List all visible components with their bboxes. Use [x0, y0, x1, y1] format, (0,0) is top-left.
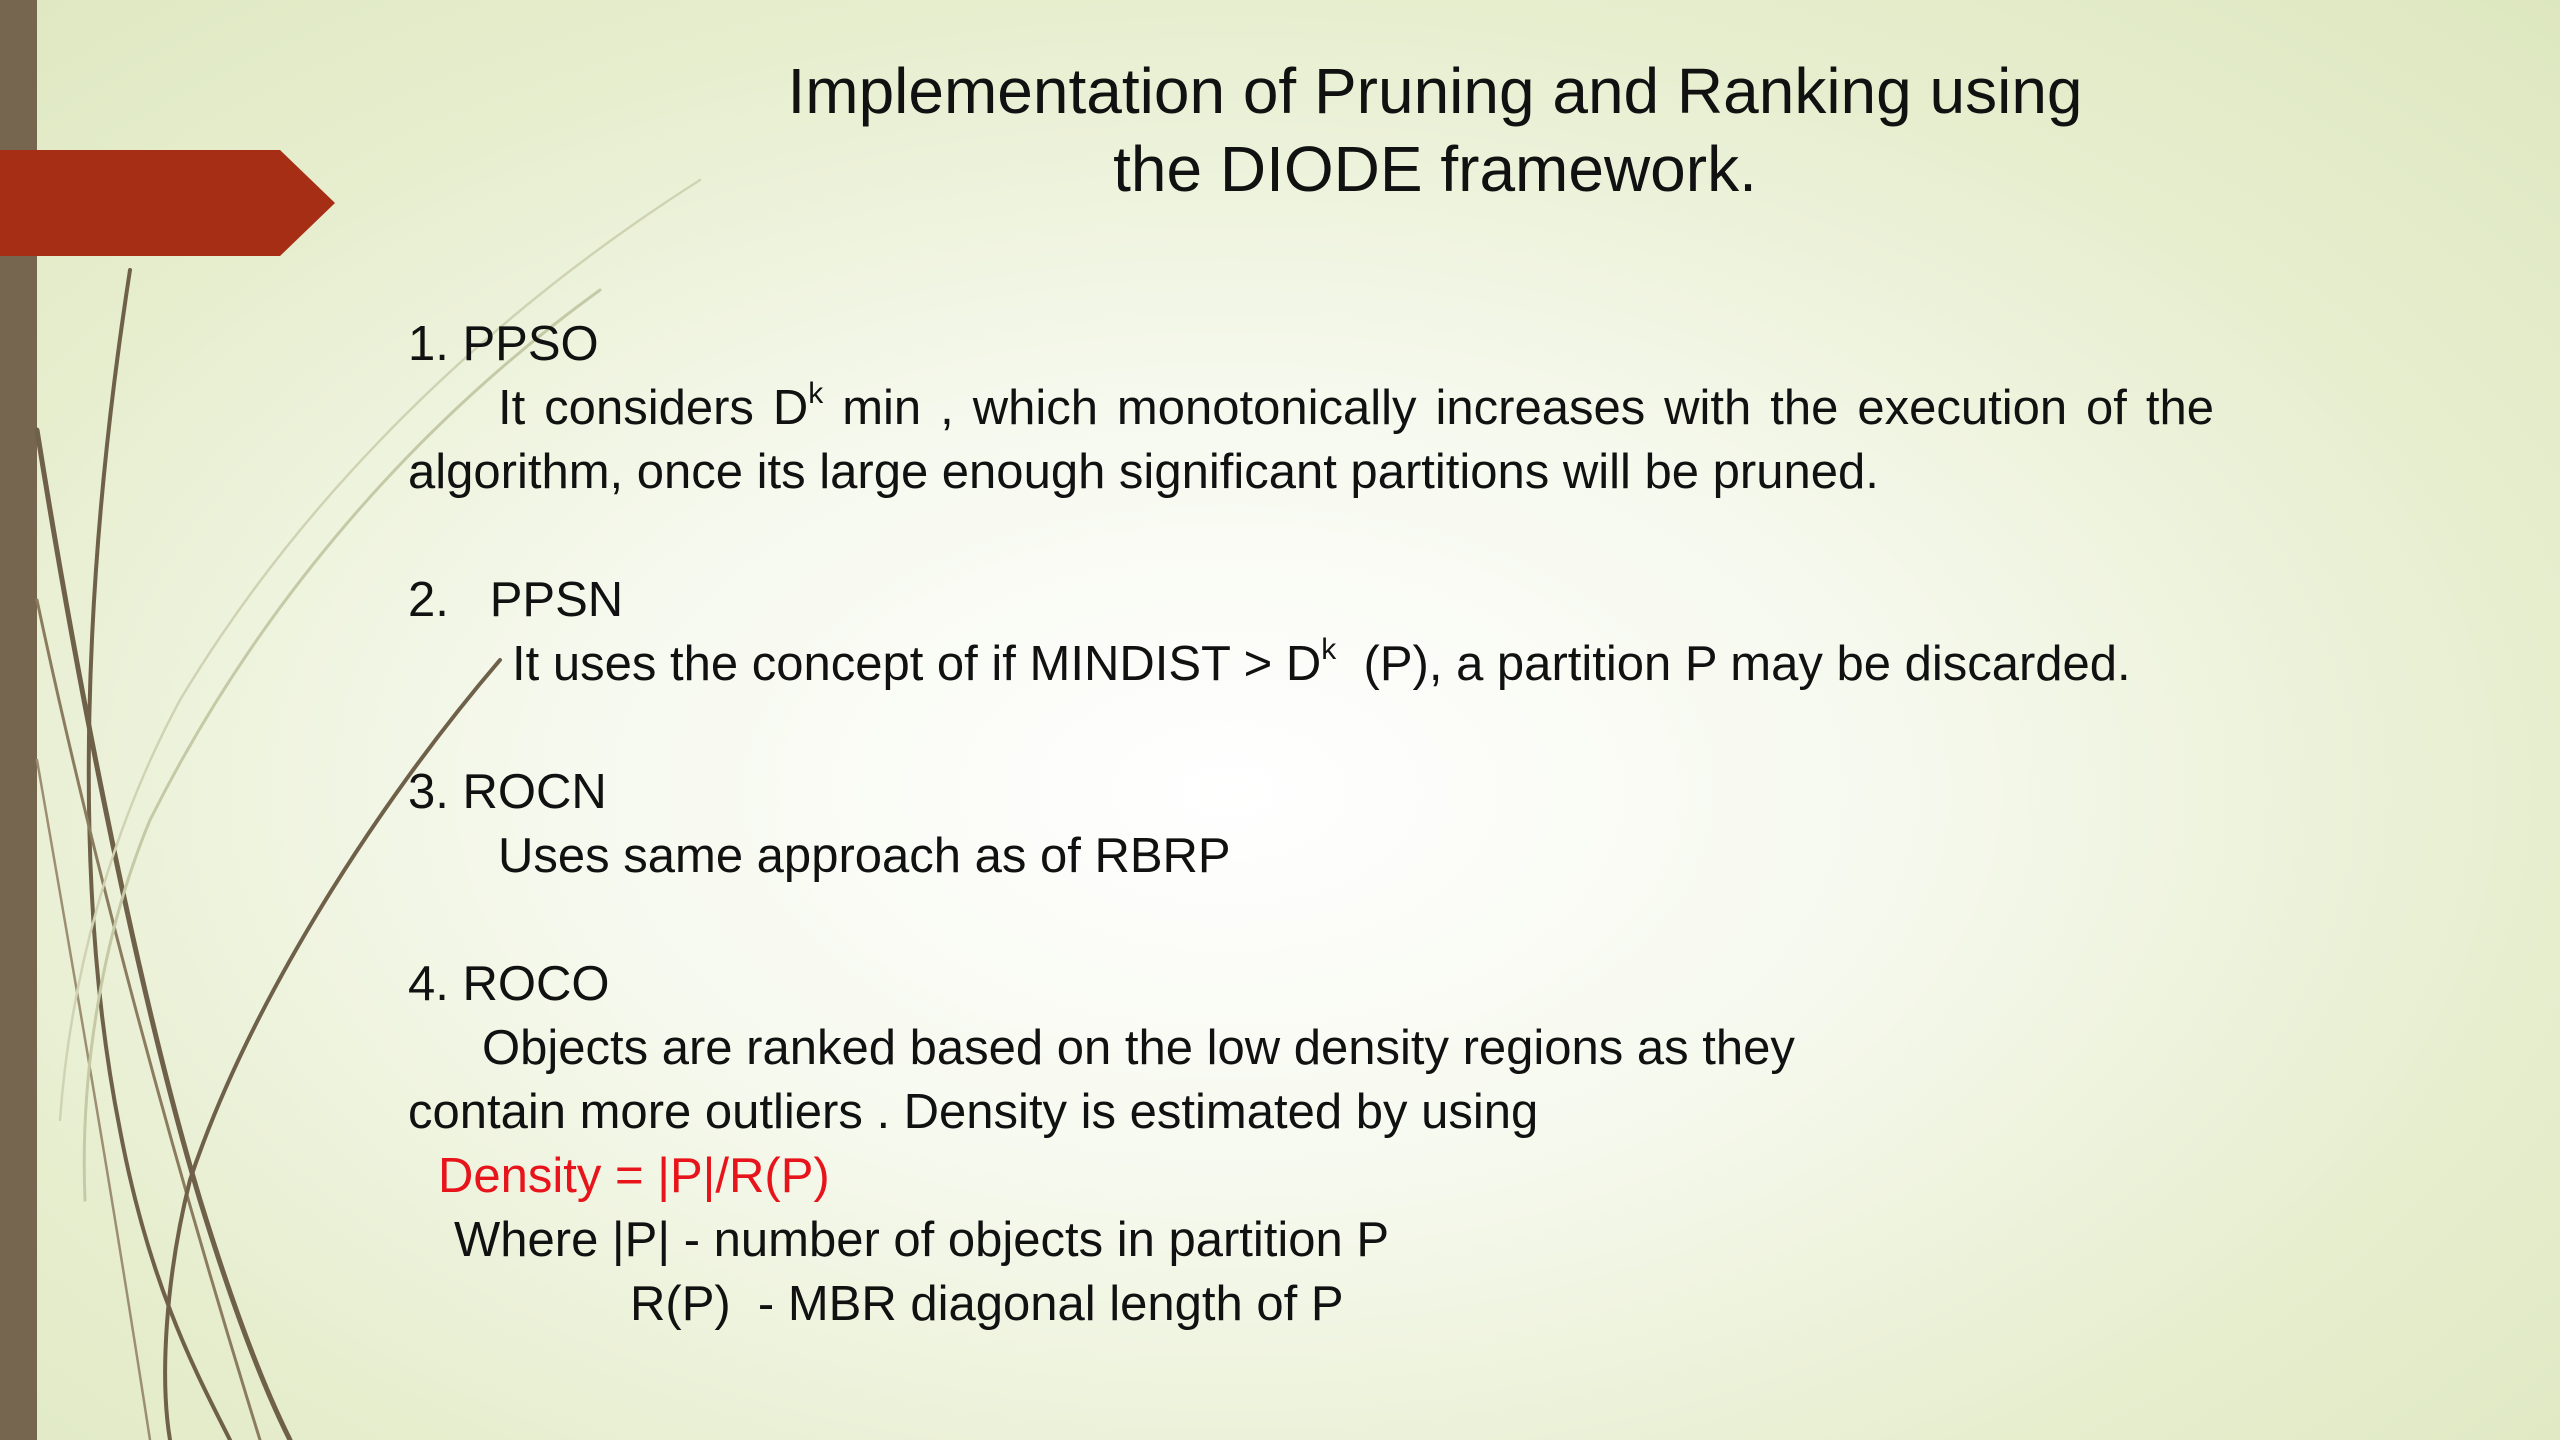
superscript-k: k [808, 376, 824, 410]
density-formula: Density = |P|/R(P) [438, 1149, 830, 1203]
section-2-heading: 2. PPSN [408, 573, 624, 627]
title-line-2: the DIODE framework. [1113, 133, 1757, 205]
title-line-1: Implementation of Pruning and Ranking using [787, 55, 2083, 127]
superscript-k: k [1321, 632, 1337, 666]
section-4-text: Objects are ranked based on the low density regions as they contain more outliers . Density is estimated by using [408, 1021, 1795, 1139]
section-1-heading: 1. PPSO [408, 317, 599, 371]
section-3-heading: 3. ROCN [408, 765, 607, 819]
section-2-text: It uses the concept of if MINDIST > $D^k$ (P), a partition P may be discarded. [512, 632, 2131, 691]
slide-body [408, 312, 2214, 1336]
section-3-text: Uses same approach as of RBRP [498, 829, 1231, 883]
slide-title [560, 52, 2310, 208]
section-1-text: It considers $D^k$ min , which monotonically increases with the execution of the algorithm, once its large enough significant partitions will be pruned. [408, 376, 2214, 499]
section-4-heading: 4. ROCO [408, 957, 610, 1011]
where-line: Where |P| - number of objects in partition P [454, 1213, 1390, 1267]
rp-definition-line: R(P) - MBR diagonal length of P [630, 1277, 1344, 1331]
title-arrow-icon [0, 150, 335, 256]
